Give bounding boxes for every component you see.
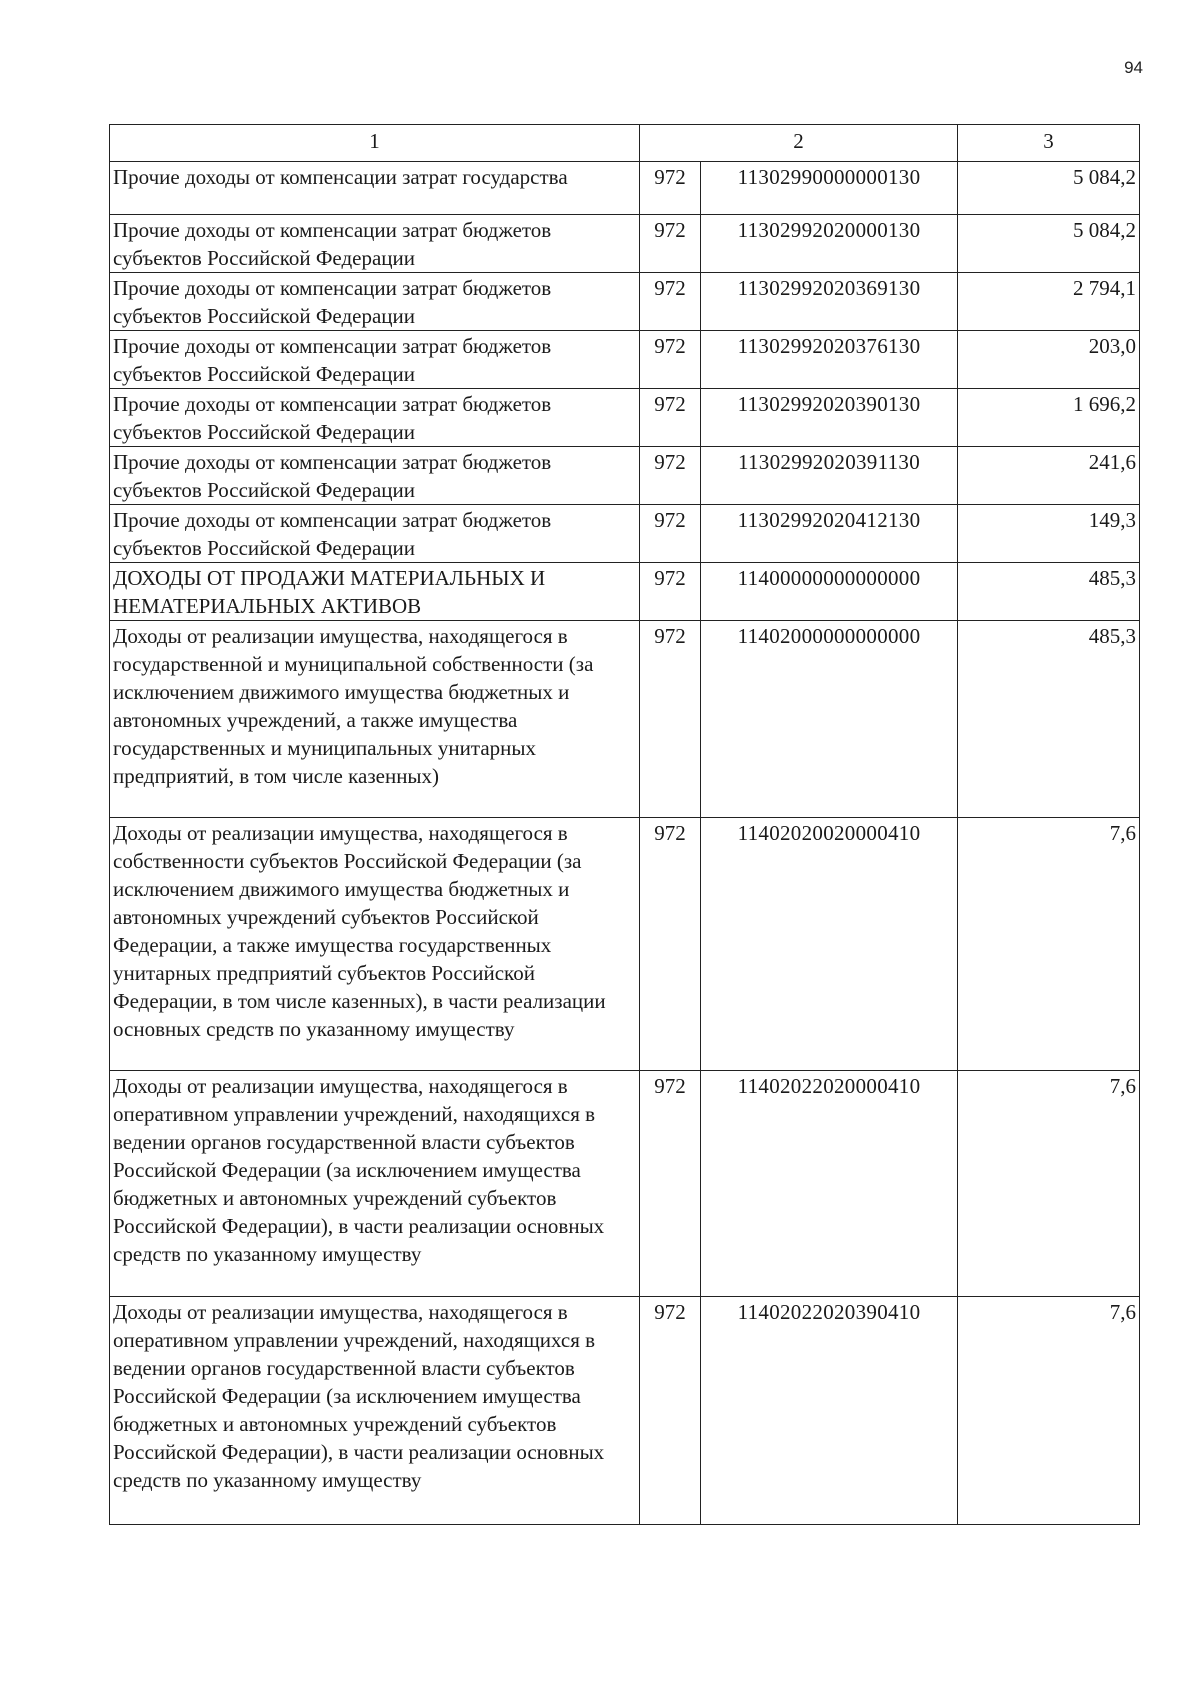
- row-name: Доходы от реализации имущества, находящегося в государственной и муниципальной собственности (за исключением движимого имущества бюджетных и автономных учреждений, а также имущества государственных и муниципальных унитарных предприятий, в том числе казенных): [110, 621, 640, 818]
- row-sum: 5 084,2: [958, 162, 1140, 215]
- row-budget-code: 11402020020000410: [701, 818, 958, 1071]
- row-budget-code: 11302992020000130: [701, 215, 958, 273]
- row-sum: 7,6: [958, 818, 1140, 1071]
- table-row: [110, 331, 1140, 389]
- row-admin-code: 972: [640, 1297, 701, 1525]
- row-budget-code: 11400000000000000: [701, 563, 958, 621]
- table-row: [110, 1297, 1140, 1525]
- table-row: [110, 563, 1140, 621]
- table-row: [110, 215, 1140, 273]
- row-sum: 241,6: [958, 447, 1140, 505]
- row-name: Прочие доходы от компенсации затрат бюджетов субъектов Российской Федерации: [110, 505, 640, 563]
- row-admin-code: 972: [640, 447, 701, 505]
- row-sum: 485,3: [958, 563, 1140, 621]
- row-sum: 2 794,1: [958, 273, 1140, 331]
- row-admin-code: 972: [640, 331, 701, 389]
- row-name: Прочие доходы от компенсации затрат государства: [110, 162, 640, 215]
- row-name: Прочие доходы от компенсации затрат бюджетов субъектов Российской Федерации: [110, 273, 640, 331]
- row-budget-code: 11402022020390410: [701, 1297, 958, 1525]
- row-sum: 485,3: [958, 621, 1140, 818]
- row-budget-code: 11402022020000410: [701, 1071, 958, 1297]
- row-sum: 149,3: [958, 505, 1140, 563]
- row-admin-code: 972: [640, 563, 701, 621]
- row-admin-code: 972: [640, 1071, 701, 1297]
- header-col-2: 2: [640, 125, 958, 162]
- table-row: [110, 389, 1140, 447]
- table-row: [110, 505, 1140, 563]
- row-sum: 203,0: [958, 331, 1140, 389]
- row-admin-code: 972: [640, 215, 701, 273]
- row-name: Прочие доходы от компенсации затрат бюджетов субъектов Российской Федерации: [110, 447, 640, 505]
- page-number: 94: [1124, 58, 1143, 77]
- row-admin-code: 972: [640, 621, 701, 818]
- row-sum: 7,6: [958, 1071, 1140, 1297]
- table-header-row: [110, 125, 1140, 162]
- row-budget-code: 11302990000000130: [701, 162, 958, 215]
- row-name: Доходы от реализации имущества, находящегося в собственности субъектов Российской Федерации (за исключением движимого имущества бюджетных и автономных учреждений субъектов Российской Федерации, а также имущества государственных унитарных предприятий субъектов Российской Федерации, в том числе казенных), в части реализации основных средств по указанному имуществу: [110, 818, 640, 1071]
- table-row: [110, 162, 1140, 215]
- row-name: Доходы от реализации имущества, находящегося в оперативном управлении учреждений, находящихся в ведении органов государственной власти субъектов Российской Федерации (за исключением имущества бюджетных и автономных учреждений субъектов Российской Федерации), в части реализации основных средств по указанному имуществу: [110, 1071, 640, 1297]
- row-sum: 5 084,2: [958, 215, 1140, 273]
- row-budget-code: 11302992020391130: [701, 447, 958, 505]
- row-sum: 1 696,2: [958, 389, 1140, 447]
- revenue-table: [109, 124, 1140, 1525]
- row-admin-code: 972: [640, 818, 701, 1071]
- header-col-1: 1: [110, 125, 640, 162]
- row-name: Прочие доходы от компенсации затрат бюджетов субъектов Российской Федерации: [110, 389, 640, 447]
- table-row: [110, 447, 1140, 505]
- row-name: Прочие доходы от компенсации затрат бюджетов субъектов Российской Федерации: [110, 331, 640, 389]
- header-col-3: 3: [958, 125, 1140, 162]
- row-budget-code: 11302992020369130: [701, 273, 958, 331]
- row-budget-code: 11402000000000000: [701, 621, 958, 818]
- row-admin-code: 972: [640, 273, 701, 331]
- row-budget-code: 11302992020412130: [701, 505, 958, 563]
- row-admin-code: 972: [640, 505, 701, 563]
- row-admin-code: 972: [640, 389, 701, 447]
- row-name: ДОХОДЫ ОТ ПРОДАЖИ МАТЕРИАЛЬНЫХ И НЕМАТЕРИАЛЬНЫХ АКТИВОВ: [110, 563, 640, 621]
- row-admin-code: 972: [640, 162, 701, 215]
- table-row: [110, 273, 1140, 331]
- row-budget-code: 11302992020390130: [701, 389, 958, 447]
- row-name: Прочие доходы от компенсации затрат бюджетов субъектов Российской Федерации: [110, 215, 640, 273]
- row-budget-code: 11302992020376130: [701, 331, 958, 389]
- row-sum: 7,6: [958, 1297, 1140, 1525]
- table-row: [110, 1071, 1140, 1297]
- table-row: [110, 818, 1140, 1071]
- row-name: Доходы от реализации имущества, находящегося в оперативном управлении учреждений, находящихся в ведении органов государственной власти субъектов Российской Федерации (за исключением имущества бюджетных и автономных учреждений субъектов Российской Федерации), в части реализации основных средств по указанному имуществу: [110, 1297, 640, 1525]
- table-row: [110, 621, 1140, 818]
